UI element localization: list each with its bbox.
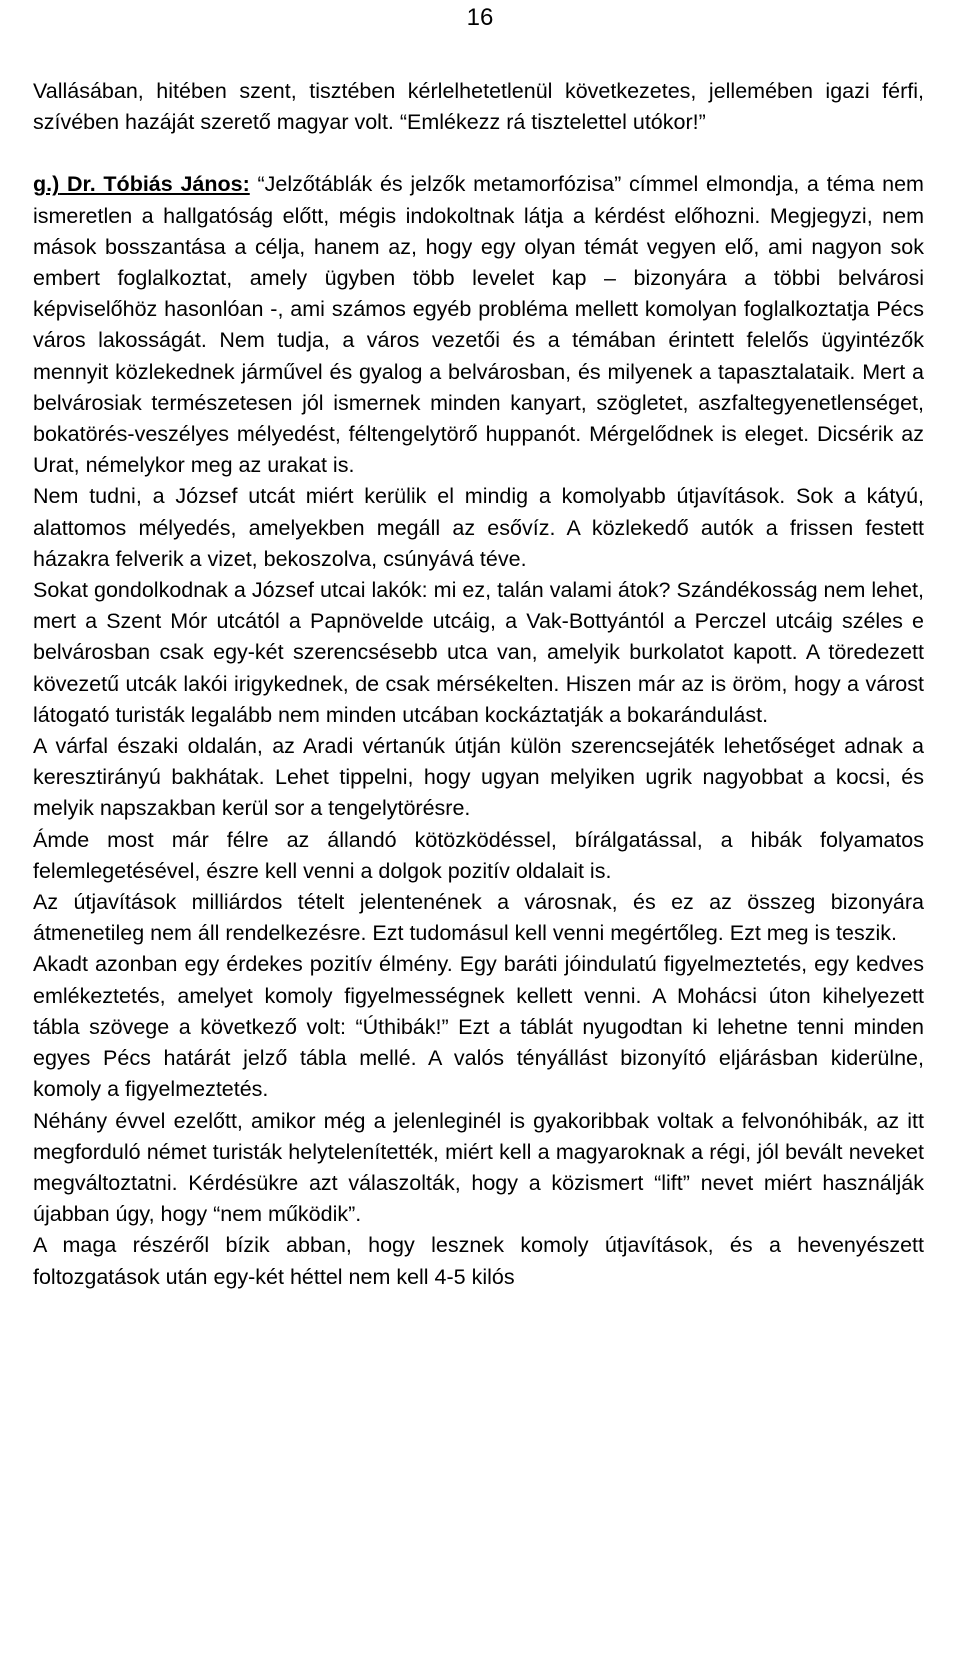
section-label	[33, 172, 250, 196]
section-letter: g.)	[33, 172, 60, 197]
paragraph-7: Az útjavítások milliárdos tételt jelentenének a városnak, és ez az összeg bizonyára átmenetileg nem áll rendelkezésre. Ezt tudomásul kell venni megértőleg. Ezt meg is teszik.	[33, 890, 924, 946]
paragraph-6: Ámde most már félre az állandó kötözködéssel, bírálgatással, a hibák folyamatos felemlegetésével, észre kell venni a dolgok pozitív oldalait is.	[33, 827, 924, 883]
paragraph-2: Jelzőtáblák és jelzők metamorfózisa” címmel elmondja, a téma nem ismeretlen a hallgatóság előtt, mégis indokoltnak látja a kérdést előhozni. Megjegyzi, nem mások bosszantása a célja, hanem az, hogy egy olyan témát vegyen elő, ami nagyon sok embert foglalkoztat, amely ügyben több levelet kap – bizonyára a többi belvárosi képviselőhöz hasonlóan -, ami számos egyéb probléma mellett komolyan foglalkoztatja Pécs város lakosságát. Nem tudja, a város vezetői és a témában érintett felelős ügyintézők mennyit közlekednek járművel és gyalog a belvárosban, és milyenek a tapasztalataik. Mert a belvárosiak természetesen jól ismernek minden kanyart, szögletet, aszfaltegyenetlenséget, bokatörés-veszélyes mélyedést, féltengelytörő huppanót. Mérgelődnek is eleget. Dicsérik az Urat, némelykor meg az urakat is.	[33, 172, 924, 478]
document-body	[33, 76, 924, 1293]
paragraph-8: Akadt azonban egy érdekes pozitív élmény. Egy baráti jóindulatú figyelmeztetés, egy kedves emlékeztetés, amelyet komoly figyelmességnek kellett venni. A Mohácsi úton kihelyezett tábla szövege a következő volt: “Úthibák!” Ezt a táblát nyugodtan ki lehetne tenni minden egyes Pécs határát jelző tábla mellé. A valós tényállást bizonyító eljárásban kiderülne, komoly a figyelmeztetés.	[33, 952, 924, 1102]
paragraph-4: Sokat gondolkodnak a József utcai lakók: mi ez, talán valami átok? Szándékosság nem lehet, mert a Szent Mór utcától a Papnövelde utcáig, a Vak-Bottyántól a Perczel utcáig széles e belvárosban csak egy-két szerencsésebb utca van, amelyik burkolatot kapott. A töredezett kövezetű utcák lakói irigykednek, de csak mérsékelten. Hiszen már az is öröm, hogy a várost látogató turisták legalább nem minden utcában kockáztatják a bokarándulást.	[33, 578, 924, 727]
paragraph-section-g	[33, 169, 924, 481]
paragraph-9: Néhány évvel ezelőtt, amikor még a jelenleginél is gyakoribbak voltak a felvonóhibák, az itt megforduló német turisták helytelenítették, miért kell a magyaroknak a régi, jól bevált neveket megváltoztatni. Kérdésükre azt válaszolták, hogy a közismert “lift” nevet miért használják újabban úgy, hogy “nem működik”.	[33, 1108, 924, 1227]
paragraph-1: Vallásában, hitében szent, tisztében kérlelhetetlenül következetes, jellemében igazi férfi, szívében hazáját szerető magyar volt. “Emlékezz rá tisztelettel utókor!”	[33, 79, 924, 135]
speaker-name: Dr. Tóbiás János:	[67, 172, 250, 197]
paragraph-10: A maga részéről bízik abban, hogy lesznek komoly útjavítások, és a hevenyészett foltozgatások után egy-két héttel nem kell 4-5 kilós	[33, 1233, 924, 1289]
paragraph-3: Nem tudni, a József utcát miért kerülik el mindig a komolyabb útjavítások. Sok a kátyú, alattomos mélyedés, amelyekben megáll az esővíz. A közlekedő autók a frissen festett házakra felverik a vizet, bekoszolva, csúnyává téve.	[33, 484, 924, 571]
page-number: 16	[466, 4, 494, 31]
opening-quote: “	[257, 172, 265, 197]
paragraph-5: A várfal északi oldalán, az Aradi vértanúk útján külön szerencsejáték lehetőséget adnak a keresztirányú bakhátak. Lehet tippelni, hogy ugyan melyiken ugrik nagyobbat a kocsi, és melyik napszakban kerül sor a tengelytörésre.	[33, 734, 924, 821]
